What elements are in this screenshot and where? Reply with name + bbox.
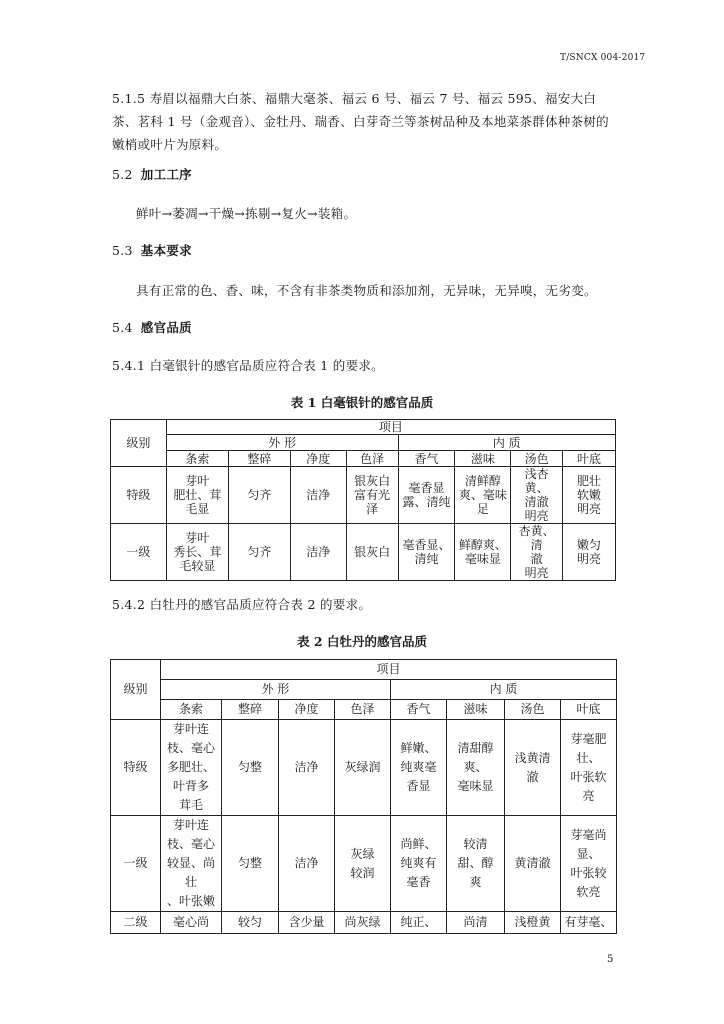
grade-cell: 一级 (111, 816, 161, 912)
group-appearance-header: 外 形 (161, 680, 391, 700)
heading-5-2 (112, 165, 192, 183)
table-cell: 清鲜醇 爽、毫味 足 (455, 467, 511, 524)
table-cell: 杏黄、清 澈 明亮 (511, 524, 563, 581)
table-cell: 洁净 (279, 816, 335, 912)
table-cell: 灰绿润 (335, 720, 391, 816)
grade-cell: 二级 (111, 912, 161, 934)
table-row (111, 524, 616, 581)
table2-caption: 表 2 白牡丹的感官品质 (297, 634, 427, 649)
table-cell: 较清 甜、醇 爽 (447, 816, 505, 912)
table-cell: 洁净 (279, 720, 335, 816)
table-row (111, 720, 617, 816)
table-cell: 洁净 (290, 524, 346, 581)
table-cell: 有芽毫、 (561, 912, 617, 934)
table-cell: 浅黄清 澈 (505, 720, 561, 816)
table-cell: 鲜嫩、 纯爽毫 香显 (391, 720, 447, 816)
heading-number: 5.3 (112, 243, 133, 258)
group-intrinsic-header: 内 质 (398, 435, 616, 451)
grade-cell: 特级 (111, 720, 161, 816)
table1-sensory-quality (110, 419, 616, 581)
table-cell: 尚清 (447, 912, 505, 934)
heading-number: 5.4 (112, 320, 133, 335)
table-cell: 银灰白 富有光 泽 (346, 467, 398, 524)
column-header: 净度 (279, 700, 335, 720)
group-appearance-header: 外 形 (166, 435, 398, 451)
column-header: 香气 (391, 700, 447, 720)
table-cell: 肥壮 软嫩 明亮 (563, 467, 616, 524)
column-header: 条索 (161, 700, 222, 720)
heading-number: 5.2 (112, 167, 133, 182)
grade-cell: 一级 (111, 524, 167, 581)
table-cell: 灰绿 较润 (335, 816, 391, 912)
table-cell: 匀齐 (228, 467, 290, 524)
table-cell: 毫香显、 清纯 (398, 524, 455, 581)
table-row (111, 467, 616, 524)
grade-header: 级别 (111, 420, 167, 467)
page-number: 5 (607, 954, 614, 965)
basic-requirements: 具有正常的色、香、味，不含有非茶类物质和添加剂，无异味，无异嗅，无劣变。 (136, 283, 597, 298)
table-cell: 芽叶 秀长、茸 毛较显 (166, 524, 228, 581)
group-intrinsic-header: 内 质 (391, 680, 617, 700)
process-steps: 鲜叶→萎凋→干燥→拣剔→复火→装箱。 (136, 206, 357, 221)
table-cell: 芽毫肥 壮、 叶张软 亮 (561, 720, 617, 816)
heading-title: 感官品质 (140, 320, 192, 335)
table-cell: 浅橙黄 (505, 912, 561, 934)
table-cell: 匀整 (222, 816, 279, 912)
column-header: 色泽 (335, 700, 391, 720)
table-cell: 鲜醇爽、 毫味显 (455, 524, 511, 581)
table-cell: 芽叶连 枝、毫心 较显、尚 壮 、叶张嫩 (161, 816, 222, 912)
table-cell: 清甜醇 爽、 毫味显 (447, 720, 505, 816)
column-header: 叶底 (563, 451, 616, 467)
table2-sensory-quality (110, 659, 617, 934)
table-cell: 较匀 (222, 912, 279, 934)
column-header: 滋味 (455, 451, 511, 467)
column-header: 净度 (290, 451, 346, 467)
table-cell: 芽叶 肥壮、茸 毛显 (166, 467, 228, 524)
table-cell: 毫心尚 (161, 912, 222, 934)
table-cell: 含少量 (279, 912, 335, 934)
table-cell: 洁净 (290, 467, 346, 524)
table-cell: 纯正、 (391, 912, 447, 934)
column-header: 汤色 (505, 700, 561, 720)
table-cell: 嫩匀 明亮 (563, 524, 616, 581)
column-header: 香气 (398, 451, 455, 467)
table-cell: 芽毫尚 显、 叶张较 软亮 (561, 816, 617, 912)
table-cell: 尚灰绿 (335, 912, 391, 934)
column-header: 整碎 (228, 451, 290, 467)
document-id: T/SNCX 004-2017 (560, 53, 646, 63)
table-row (111, 816, 617, 912)
table1-caption: 表 1 白毫银针的感官品质 (290, 395, 434, 410)
column-header: 整碎 (222, 700, 279, 720)
heading-title: 基本要求 (140, 243, 192, 258)
item-header: 项目 (161, 660, 617, 680)
table-cell: 银灰白 (346, 524, 398, 581)
heading-5-3 (112, 241, 192, 259)
table-cell: 尚鲜、 纯爽有 毫香 (391, 816, 447, 912)
table-cell: 匀整 (222, 720, 279, 816)
table-cell: 匀齐 (228, 524, 290, 581)
heading-5-4 (112, 318, 192, 336)
item-header: 项目 (166, 420, 615, 435)
column-header: 色泽 (346, 451, 398, 467)
clause-5-1-5: 5.1.5 寿眉以福鼎大白茶、福鼎大毫茶、福云 6 号、福云 7 号、福云 595、福安大白茶、茗科 1 号（金观音）、金牡丹、瑞香、白芽奇兰等茶树品种及本地菜茶群体种茶树的嫩梢或叶片为原料。 (112, 91, 609, 152)
table-cell: 浅杏黄、 清澈 明亮 (511, 467, 563, 524)
table-cell: 毫香显 露、清纯 (398, 467, 455, 524)
column-header: 叶底 (561, 700, 617, 720)
column-header: 滋味 (447, 700, 505, 720)
heading-title: 加工工序 (140, 167, 192, 182)
table-cell: 芽叶连 枝、毫心 多肥壮、 叶背多 茸毛 (161, 720, 222, 816)
table-cell: 黄清澈 (505, 816, 561, 912)
column-header: 条索 (166, 451, 228, 467)
grade-cell: 特级 (111, 467, 167, 524)
clause-5-4-2: 5.4.2 白牡丹的感官品质应符合表 2 的要求。 (112, 597, 372, 612)
table-row (111, 912, 617, 934)
column-header: 汤色 (511, 451, 563, 467)
grade-header: 级别 (111, 660, 161, 720)
clause-5-4-1: 5.4.1 白毫银针的感官品质应符合表 1 的要求。 (112, 358, 384, 373)
